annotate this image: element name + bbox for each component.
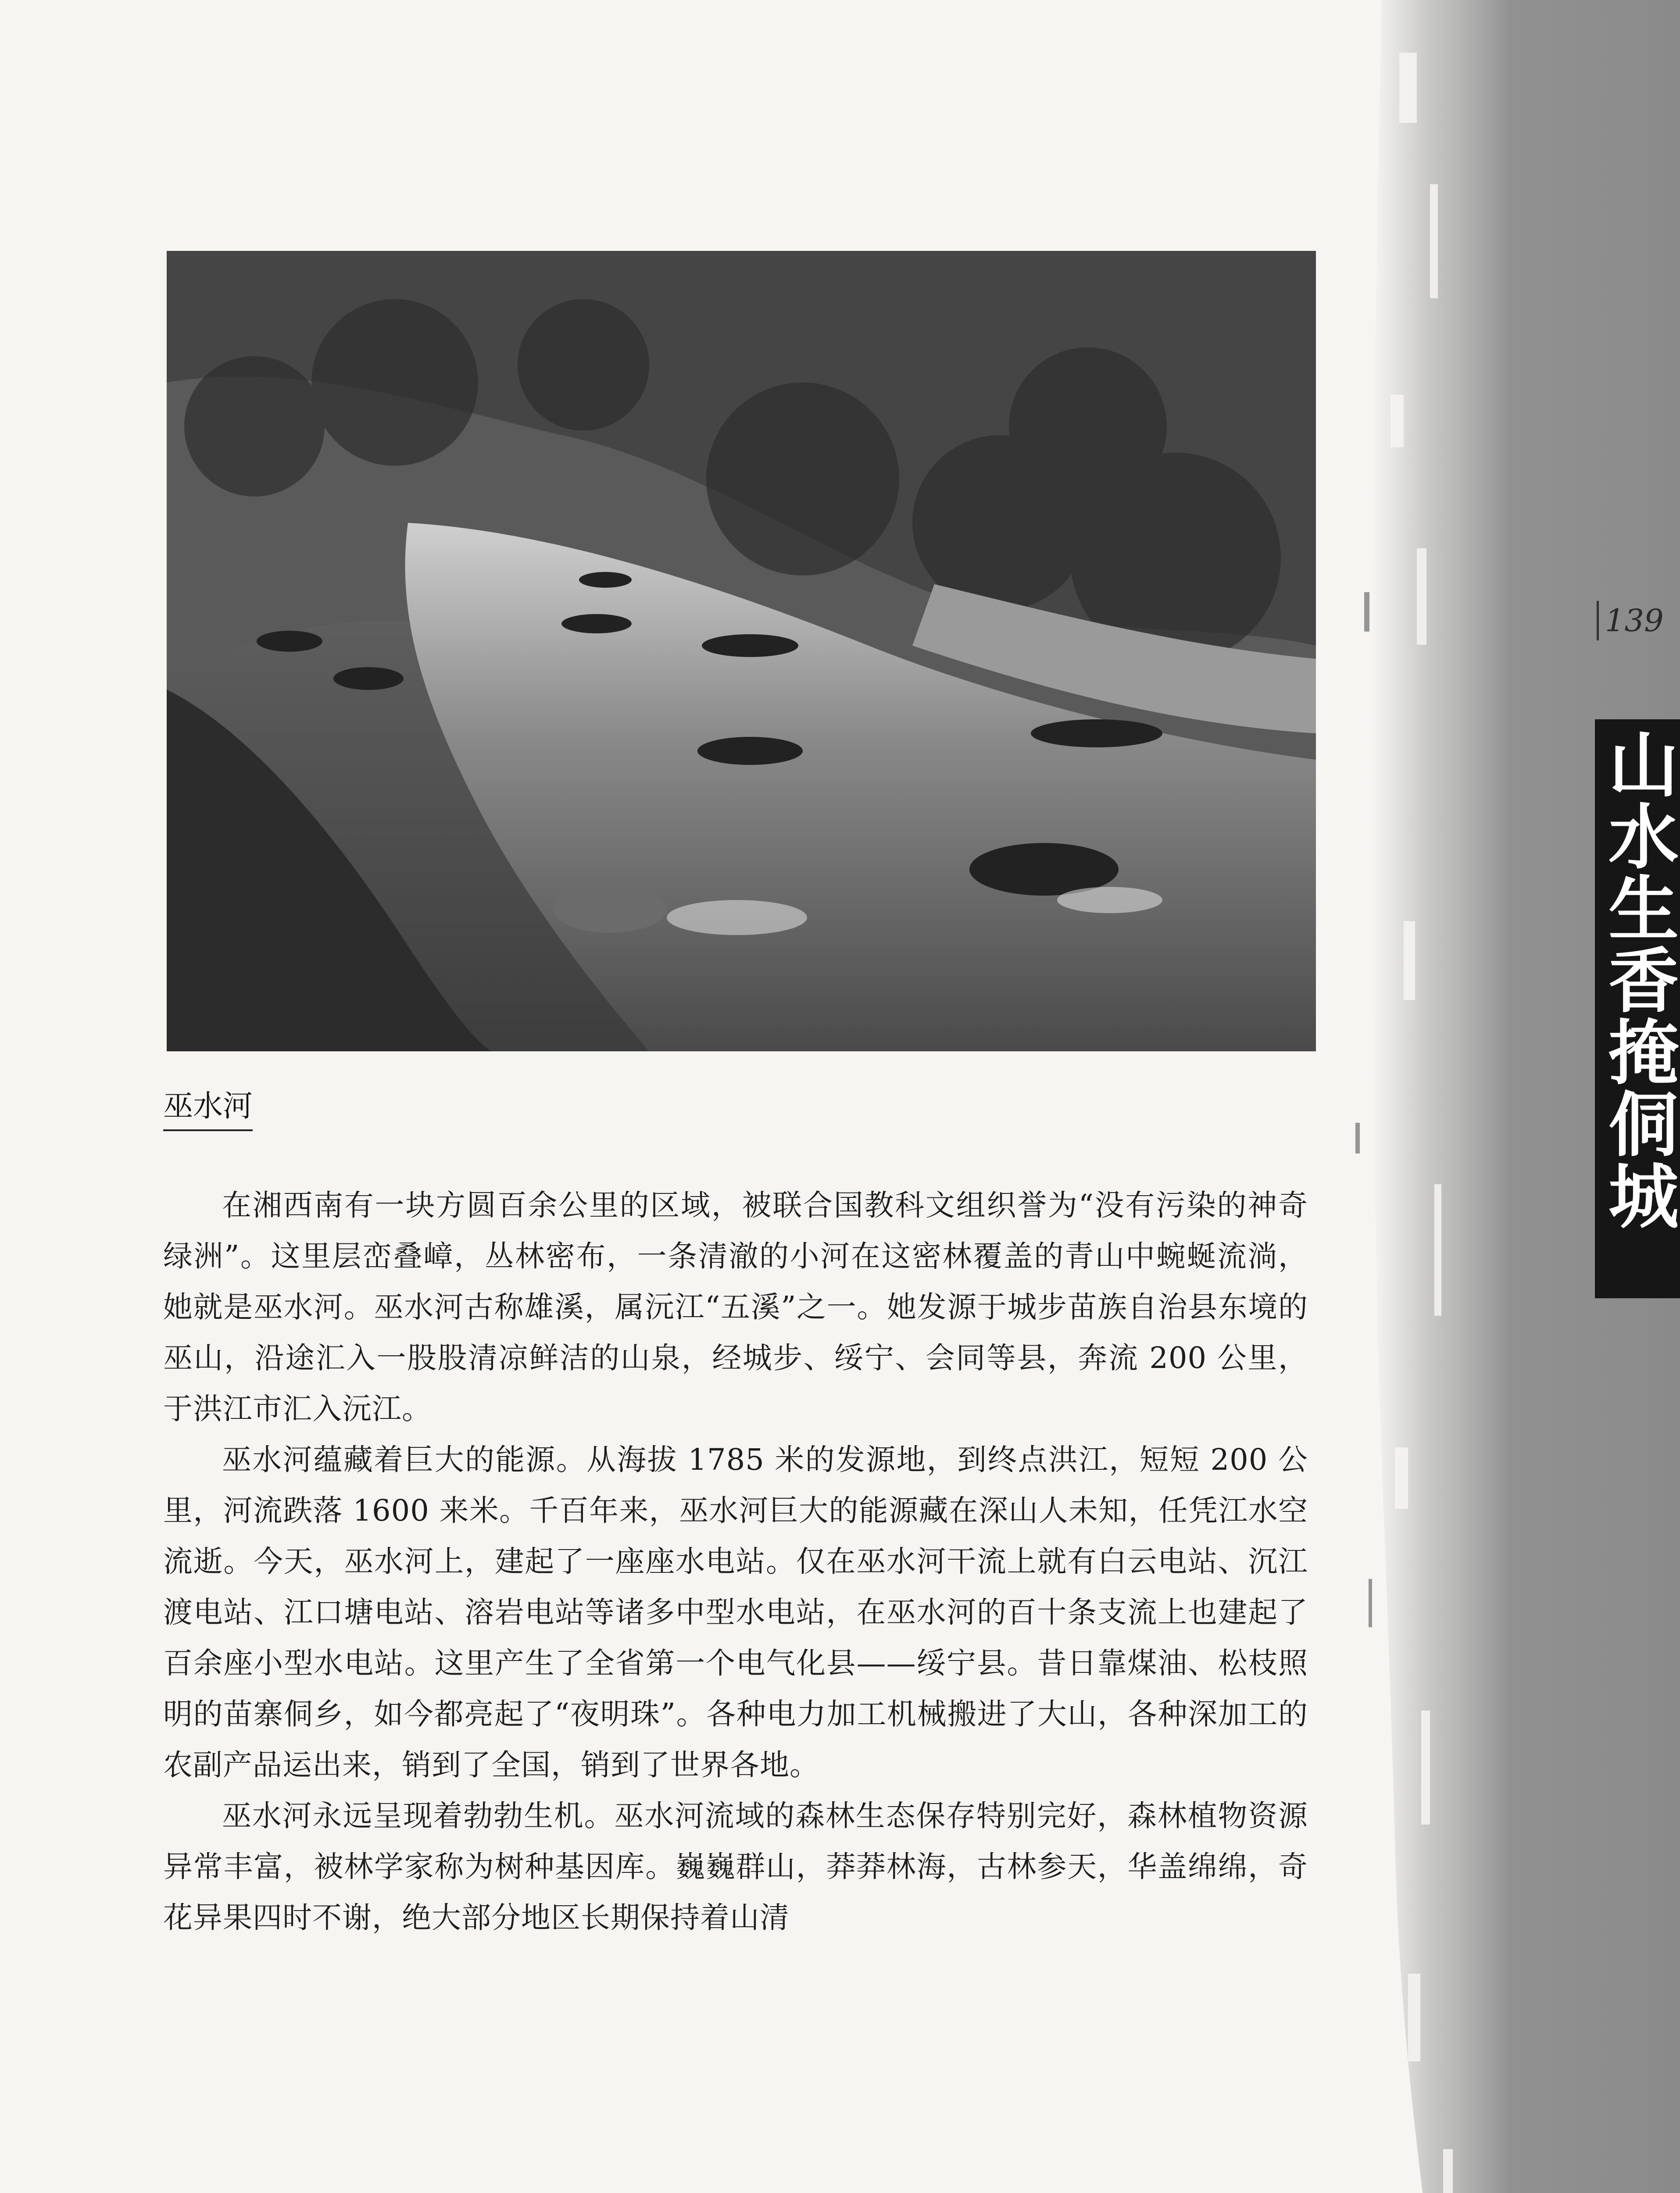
paragraph: 在湘西南有一块方圆百余公里的区域，被联合国教科文组织誉为“没有污染的神奇绿洲”。这里层峦叠嶂，丛林密布，一条清澈的小河在这密林覆盖的青山中蜿蜒流淌，她就是巫水河。巫水河古称雄溪，属沅江“五溪”之一。她发源于城步苗族自治县东境的巫山，沿途汇入一股股清凉鲜洁的山泉，经城步、绥宁、会同等县，奔流 200 公里，于洪江市汇入沅江。	[163, 1188, 1308, 1426]
paragraph: 巫水河永远呈现着勃勃生机。巫水河流域的森林生态保存特别完好，森林植物资源异常丰富，被林学家称为树种基因库。巍巍群山，莽莽林海，古林参天，华盖绵绵，奇花异果四时不谢，绝大部分地区长期保持着山清	[163, 1799, 1308, 1935]
photo-caption: 巫水河	[163, 1082, 253, 1131]
chapter-title-box	[1595, 719, 1680, 1298]
river-photo	[167, 251, 1316, 1051]
page-number: 139	[1597, 601, 1664, 640]
paragraph: 巫水河蕴藏着巨大的能源。从海拔 1785 米的发源地，到终点洪江，短短 200 公里，河流跌落 1600 来米。千百年来，巫水河巨大的能源藏在深山人未知，任凭江水空流逝。今天，巫水河上，建起了一座座水电站。仅在巫水河干流上就有白云电站、沉江渡电站、江口塘电站、溶岩电站等诸多中型水电站，在巫水河的百十条支流上也建起了百余座小型水电站。这里产生了全省第一个电气化县——绥宁县。昔日靠煤油、松枝照明的苗寨侗乡，如今都亮起了“夜明珠”。各种电力加工机械搬进了大山，各种深加工的农副产品运出来，销到了全国，销到了世界各地。	[163, 1443, 1308, 1782]
chapter-title: 山水生香掩侗城	[1597, 728, 1679, 1232]
article-body	[163, 1180, 1308, 1943]
